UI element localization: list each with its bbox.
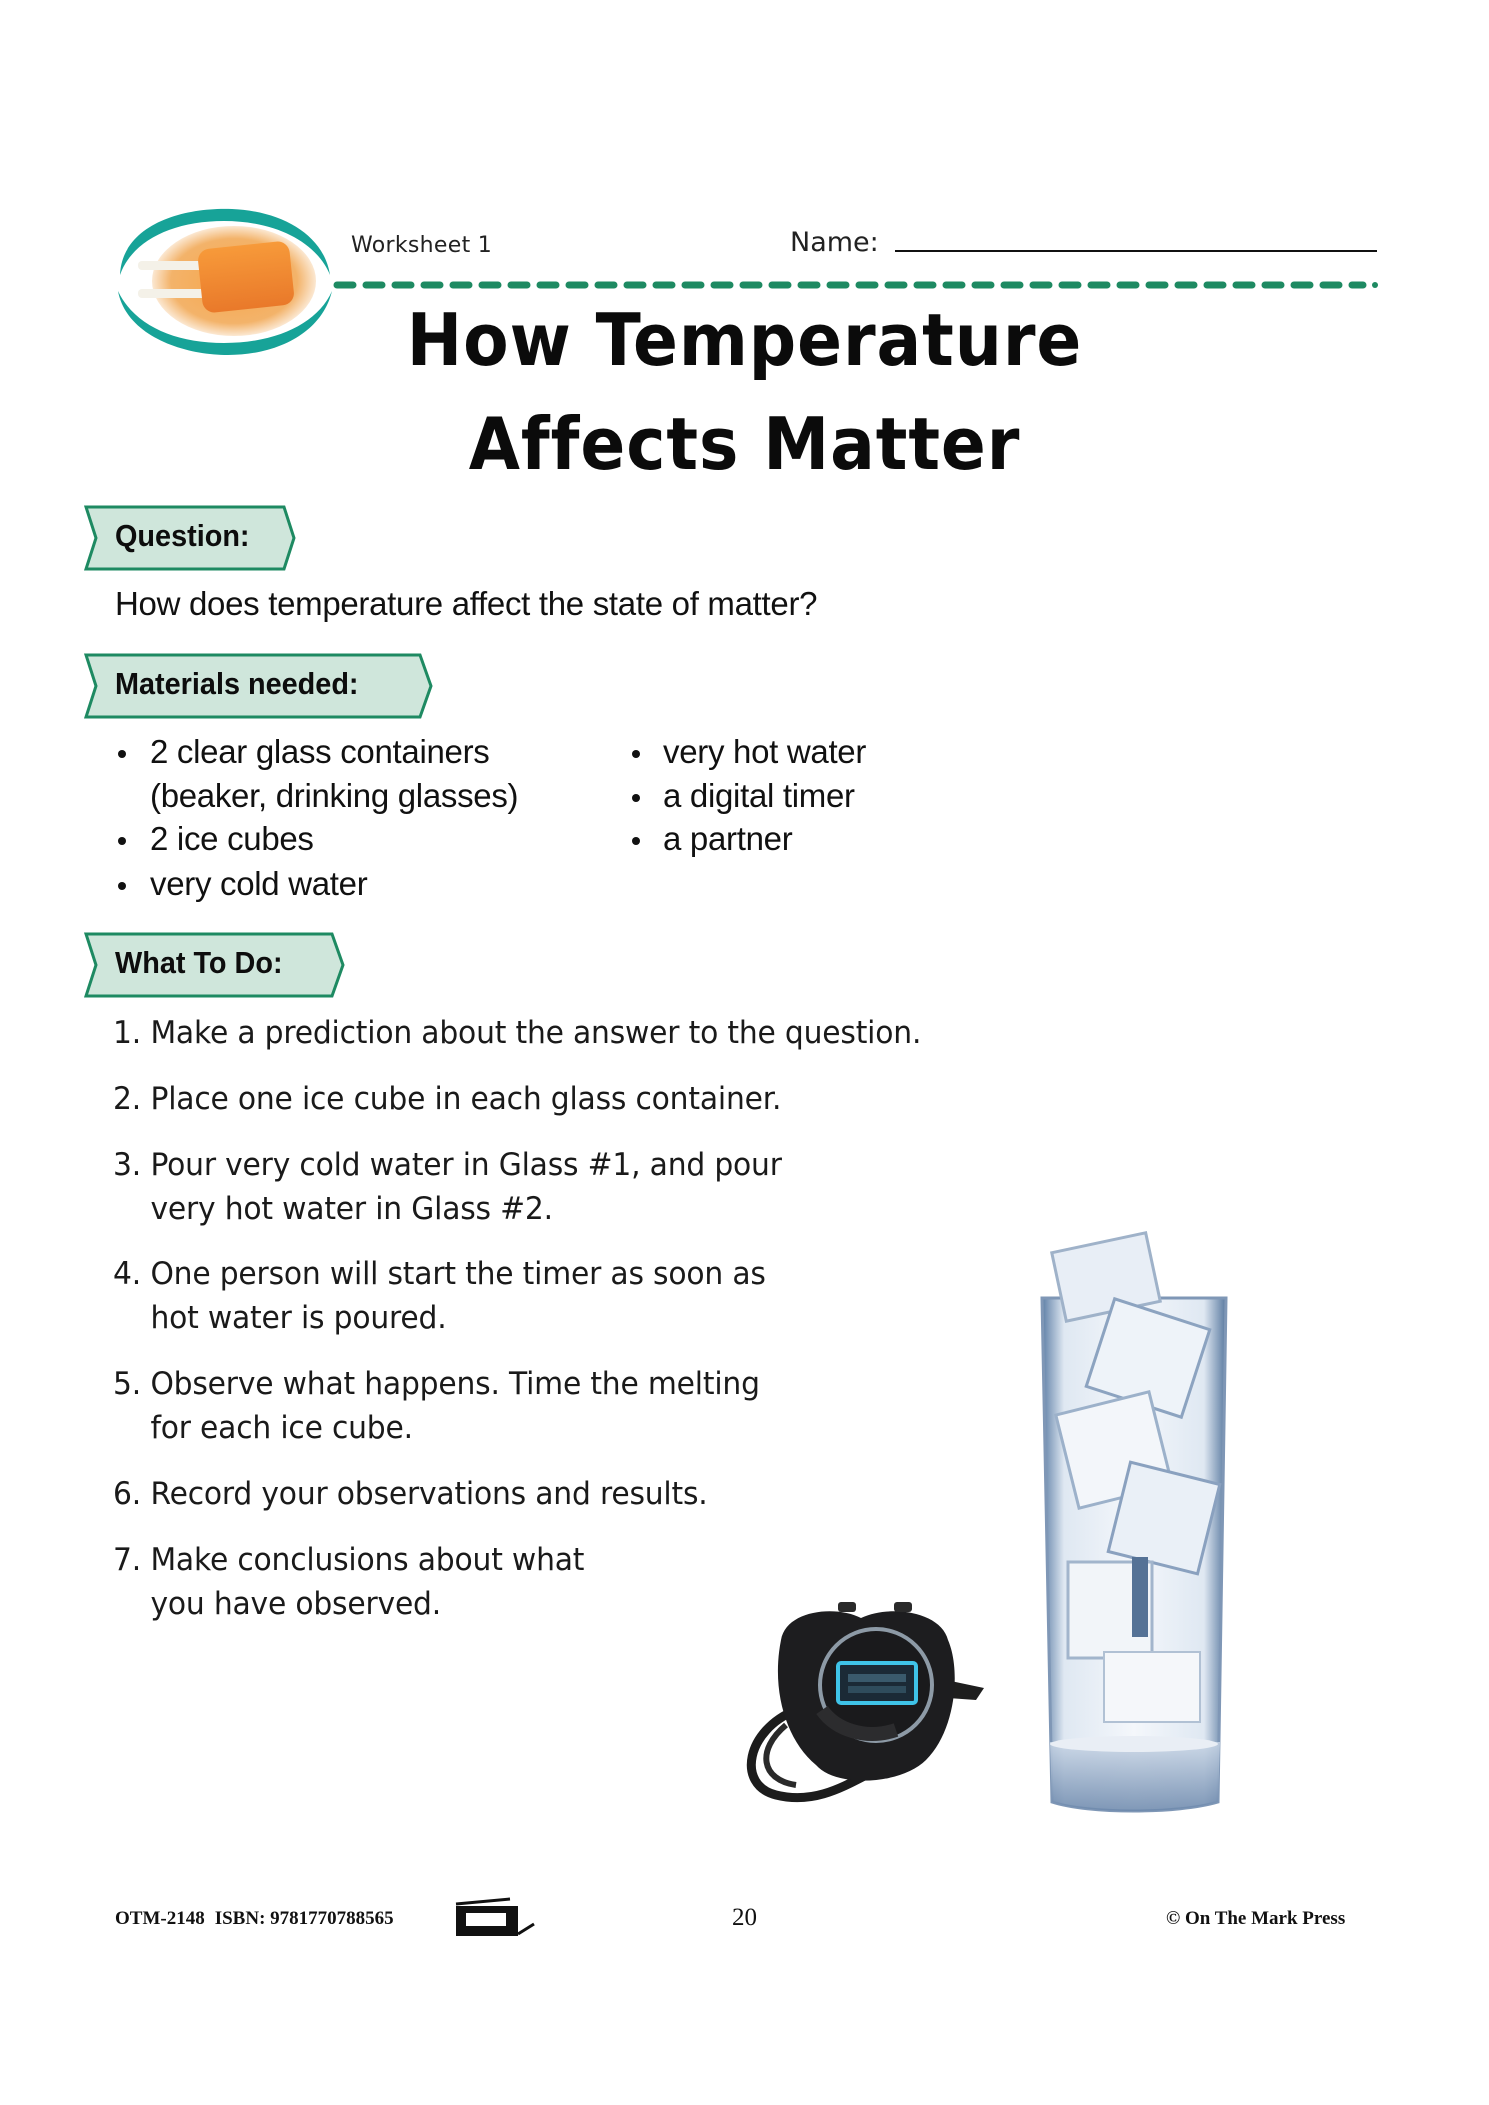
question-text: How does temperature affect the state of matter?	[115, 585, 818, 622]
copyright-notice: © On The Mark Press	[1166, 1908, 1346, 1929]
material-item: very hot water	[663, 733, 867, 770]
question-tag	[84, 505, 296, 571]
worksheet-label: Worksheet 1	[351, 233, 493, 258]
step-text: Pour very cold water in Glass #1, and pour	[150, 1147, 782, 1183]
product-code: OTM-2148	[115, 1908, 205, 1929]
step-item	[113, 1011, 921, 1055]
step-number: 4.	[113, 1256, 142, 1292]
name-label: Name:	[790, 227, 879, 258]
step-item	[113, 1538, 584, 1626]
question-tag-label: Question:	[115, 518, 250, 553]
step-number: 1.	[113, 1015, 142, 1051]
what-to-do-tag	[84, 932, 346, 998]
step-number: 3.	[113, 1147, 142, 1183]
step-text-cont: very hot water in Glass #2.	[150, 1191, 553, 1227]
step-item	[113, 1077, 781, 1121]
what-to-do-tag-label: What To Do:	[115, 945, 283, 980]
step-text: Record your observations and results.	[150, 1476, 708, 1512]
step-number: 5.	[113, 1366, 142, 1402]
name-field[interactable]	[895, 250, 1377, 252]
step-item	[113, 1362, 760, 1450]
material-item: a digital timer	[663, 777, 855, 814]
step-text: Make conclusions about what	[150, 1542, 585, 1578]
step-text: Observe what happens. Time the melting	[150, 1366, 760, 1402]
stopwatch-icon	[726, 1590, 991, 1810]
dashed-divider	[333, 274, 1379, 282]
ice-water-glass-icon	[1028, 1222, 1240, 1818]
page-title-line-1: How Temperature	[406, 298, 1083, 382]
page-number: 20	[732, 1904, 757, 1931]
step-number: 2.	[113, 1081, 142, 1117]
step-text: Place one ice cube in each glass container.	[150, 1081, 782, 1117]
page-title-line-2: Affects Matter	[468, 402, 1021, 486]
step-text: One person will start the timer as soon as	[150, 1256, 766, 1292]
step-text-cont: you have observed.	[150, 1586, 442, 1622]
step-item	[113, 1252, 766, 1340]
step-number: 6.	[113, 1476, 142, 1512]
step-item	[113, 1472, 708, 1516]
material-item: very cold water	[150, 865, 368, 902]
material-item: a partner	[663, 820, 793, 857]
material-item-cont: (beaker, drinking glasses)	[150, 777, 519, 814]
materials-tag	[84, 653, 434, 719]
step-item	[113, 1143, 782, 1231]
material-item: 2 clear glass containers	[150, 733, 490, 770]
isbn: ISBN: 9781770788565	[214, 1908, 394, 1929]
step-text-cont: for each ice cube.	[150, 1410, 413, 1446]
step-number: 7.	[113, 1542, 142, 1578]
step-text-cont: hot water is poured.	[150, 1300, 447, 1336]
footer-publication-info	[115, 1908, 394, 1930]
step-text: Make a prediction about the answer to the question.	[150, 1015, 922, 1051]
photocopier-icon	[450, 1896, 536, 1938]
material-item: 2 ice cubes	[150, 820, 314, 857]
materials-tag-label: Materials needed:	[115, 666, 359, 701]
